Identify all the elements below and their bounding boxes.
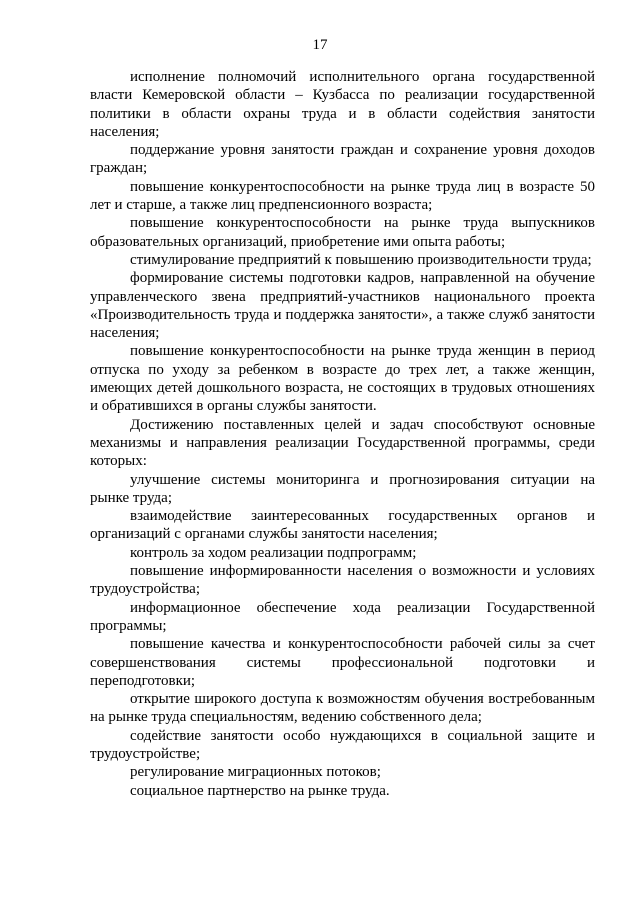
- paragraph: поддержание уровня занятости граждан и сохранение уровня доходов граждан;: [90, 142, 595, 177]
- paragraph: повышение конкурентоспособности на рынке труда выпускников образовательных организаций, приобретение ими опыта работы;: [90, 215, 595, 250]
- document-body: [90, 68, 595, 800]
- paragraph: повышение конкурентоспособности на рынке труда лиц в возрасте 50 лет и старше, а также лиц предпенсионного возраста;: [90, 178, 595, 214]
- paragraph: Достижению поставленных целей и задач способствуют основные механизмы и направления реализации Государственной программы, среди которых:: [90, 416, 595, 470]
- paragraph: формирование системы подготовки кадров, направленной на обучение управленческого звена предприятий-участников национального проекта «Производительность труда и поддержка занятости», а также служб занятости населения;: [90, 270, 595, 342]
- paragraph: социальное партнерство на рынке труда.: [130, 782, 390, 799]
- paragraph: содействие занятости особо нуждающихся в социальной защите и трудоустройстве;: [90, 727, 595, 762]
- paragraph: повышение конкурентоспособности на рынке труда женщин в период отпуска по уходу за ребенком в возрасте до трех лет, а также женщин, имеющих детей дошкольного возраста, не состоящих в трудовых отношениях и обратившихся в органы службы занятости.: [90, 343, 595, 415]
- paragraph: информационное обеспечение хода реализации Государственной программы;: [90, 599, 595, 634]
- paragraph: регулирование миграционных потоков;: [130, 764, 381, 781]
- paragraph: контроль за ходом реализации подпрограмм;: [130, 544, 417, 561]
- paragraph: повышение качества и конкурентоспособности рабочей силы за счет совершенствования системы профессиональной подготовки и переподготовки;: [90, 636, 595, 689]
- paragraph: взаимодействие заинтересованных государственных органов и организаций с органами службы занятости населения;: [90, 508, 595, 543]
- paragraph: стимулирование предприятий к повышению производительности труда;: [130, 251, 592, 268]
- paragraph: улучшение системы мониторинга и прогнозирования ситуации на рынке труда;: [90, 471, 595, 506]
- paragraph: открытие широкого доступа к возможностям обучения востребованным на рынке труда специальностям, ведению собственного дела;: [90, 691, 595, 726]
- paragraph: повышение информированности населения о возможности и условиях трудоустройства;: [90, 563, 595, 598]
- page-number: 17: [312, 37, 328, 53]
- paragraph: исполнение полномочий исполнительного органа государственной власти Кемеровской области – Кузбасса по реализации государственной политики в области охраны труда и в области содействия занятости населения;: [90, 69, 595, 140]
